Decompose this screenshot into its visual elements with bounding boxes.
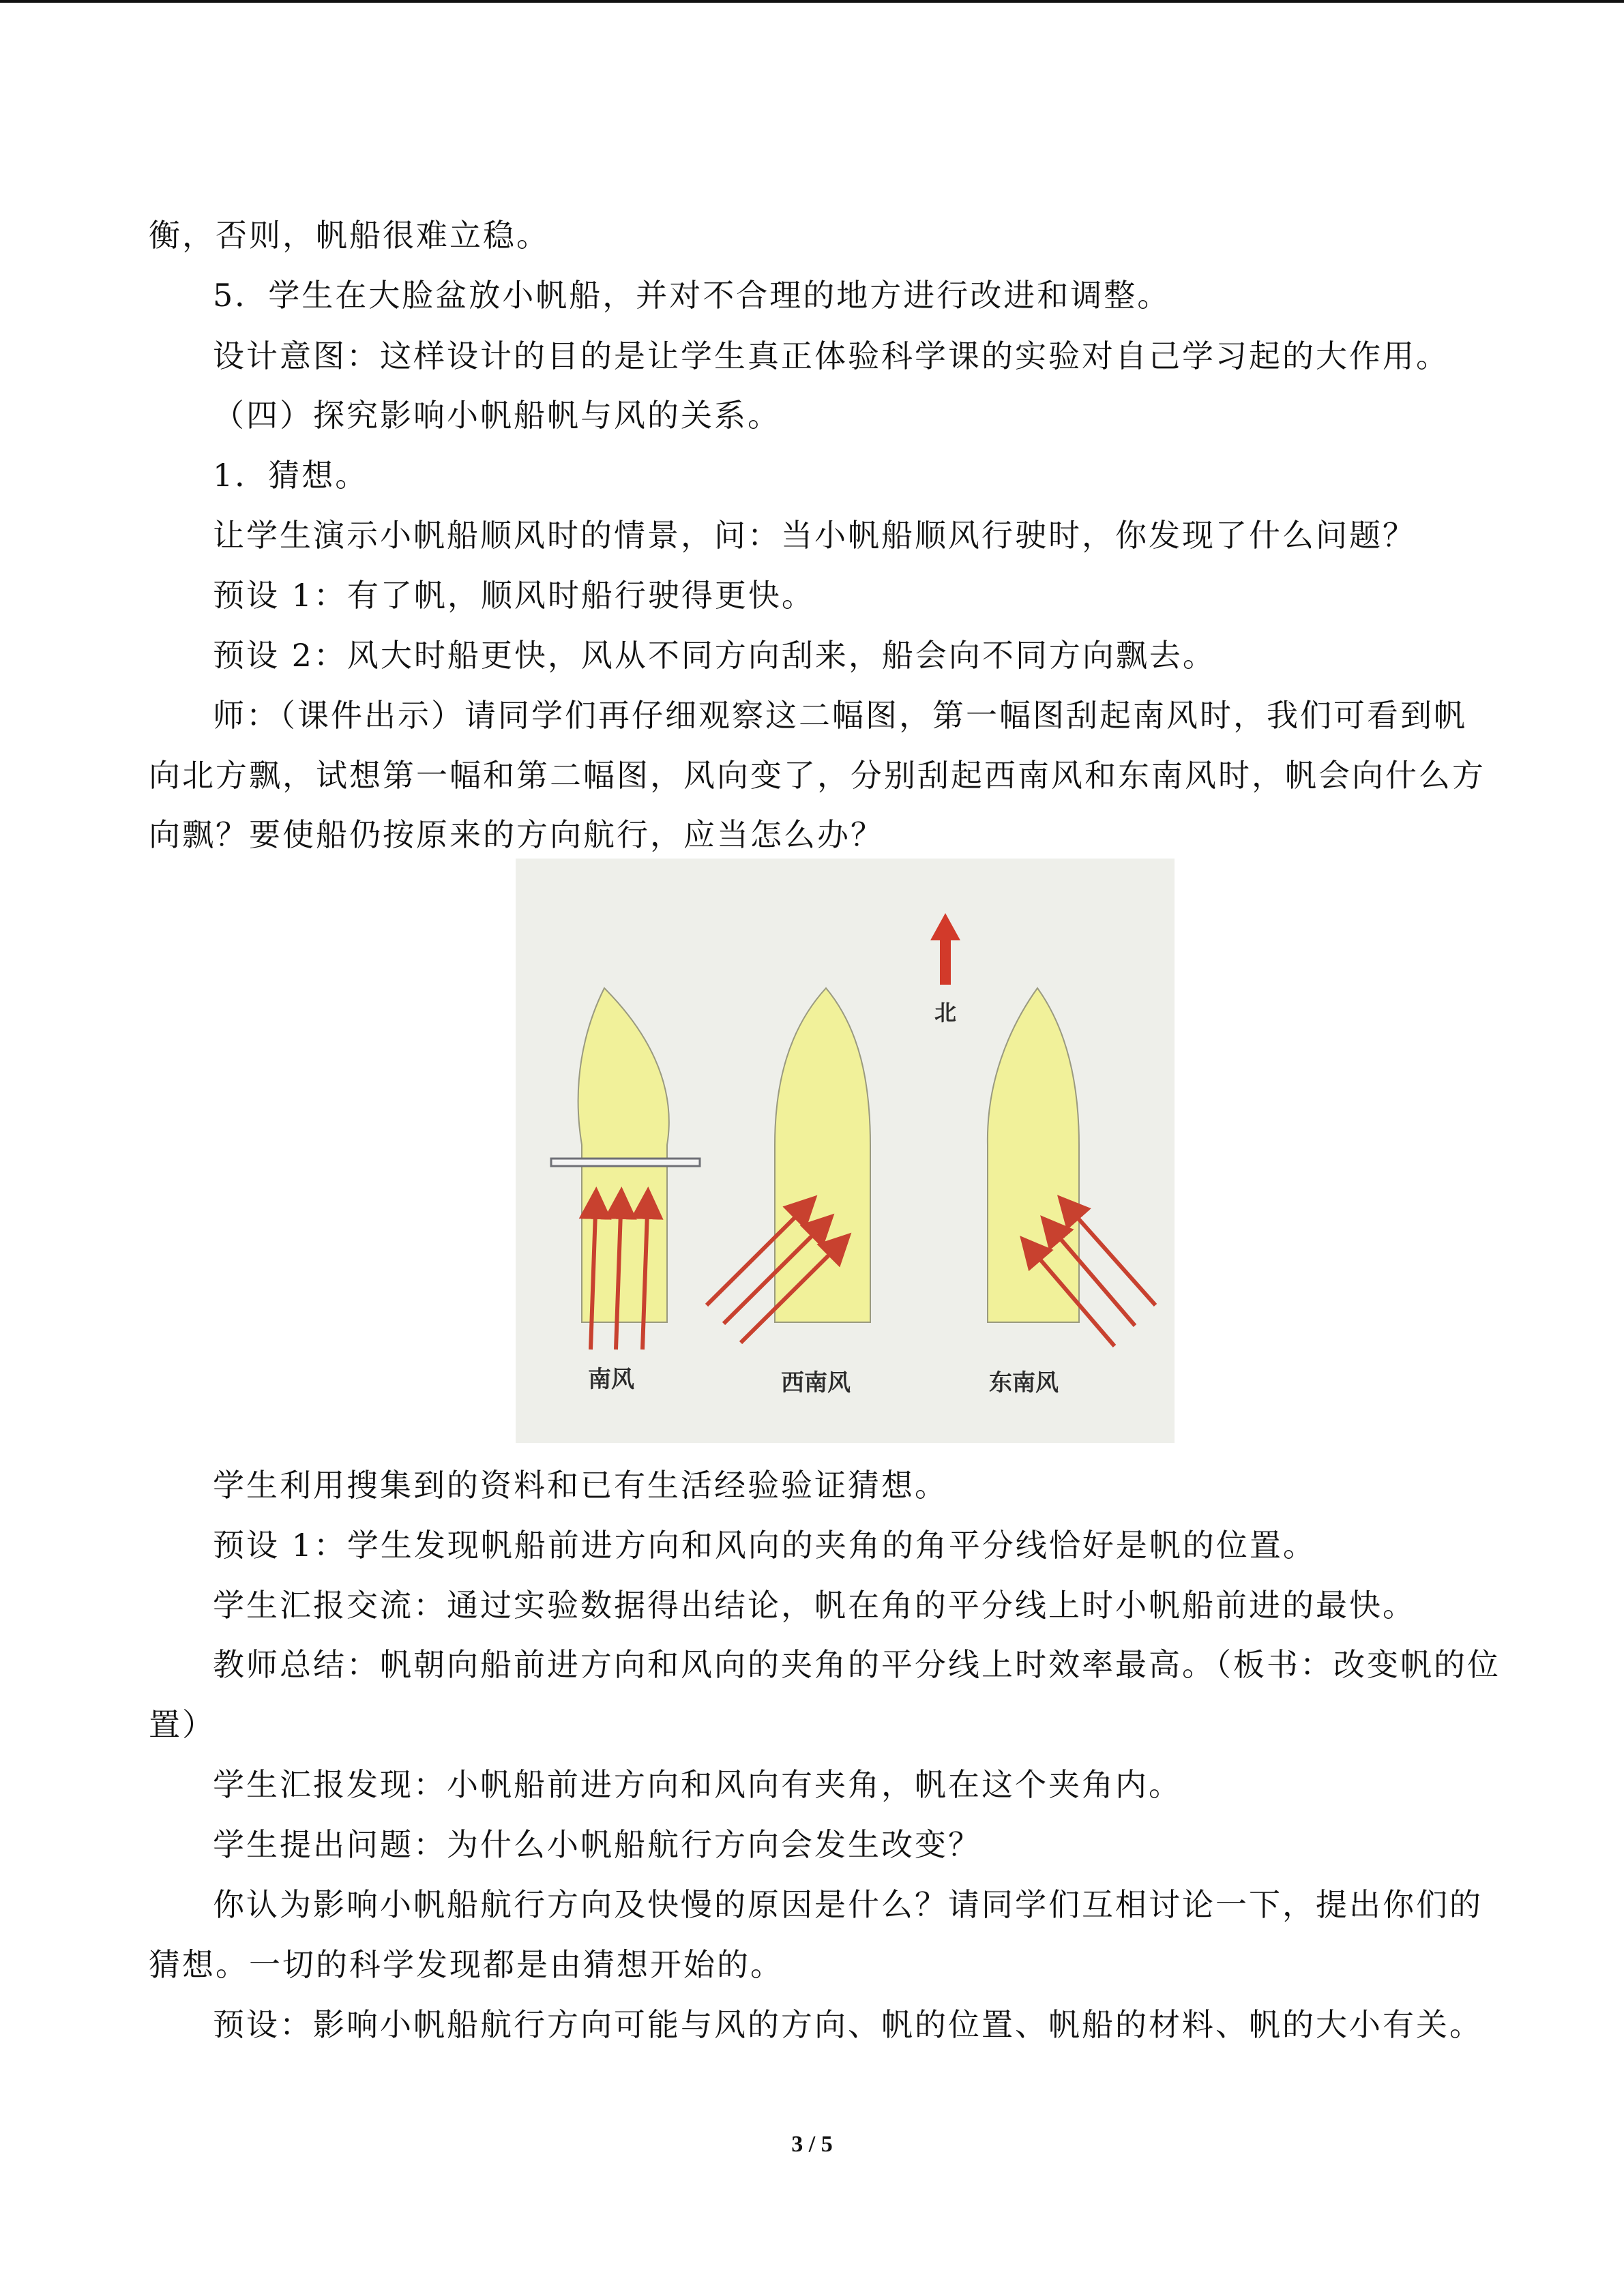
- text-line: 教师总结：帆朝向船前进方向和风向的夹角的平分线上时效率最高。（板书：改变帆的位: [213, 1646, 1501, 1683]
- text-line: 预设 1：学生发现帆船前进方向和风向的夹角的角平分线恰好是帆的位置。: [213, 1527, 1316, 1564]
- text-line: 让学生演示小帆船顺风时的情景，问：当小帆船顺风行驶时，你发现了什么问题？: [213, 517, 1416, 554]
- text-line: 预设 1：有了帆，顺风时船行驶得更快。: [213, 577, 815, 614]
- text-line: 衡，否则，帆船很难立稳。: [149, 217, 550, 254]
- text-line: 学生汇报交流：通过实验数据得出结论，帆在角的平分线上时小帆船前进的最快。: [213, 1587, 1416, 1624]
- text-line: 设计意图：这样设计的目的是让学生真正体验科学课的实验对自己学习起的大作用。: [213, 338, 1449, 374]
- text-line: 预设：影响小帆船航行方向可能与风的方向、帆的位置、帆船的材料、帆的大小有关。: [213, 2006, 1483, 2043]
- text-line: 向飘？要使船仍按原来的方向航行，应当怎么办？: [149, 816, 884, 853]
- text-line: 1．猜想。: [213, 457, 369, 494]
- label-south-wind: 南风: [588, 1366, 634, 1393]
- text-line: 师：（课件出示）请同学们再仔细观察这二幅图，第一幅图刮起南风时，我们可看到帆: [213, 697, 1467, 734]
- section-heading: （四）探究影响小帆船帆与风的关系。: [213, 397, 781, 434]
- top-border: [0, 0, 1624, 3]
- label-southwest-wind: 西南风: [781, 1369, 851, 1397]
- text-line: 猜想。一切的科学发现都是由猜想开始的。: [149, 1946, 784, 1983]
- text-line: 置）: [149, 1706, 216, 1743]
- text-line: 学生汇报发现：小帆船前进方向和风向有夹角，帆在这个夹角内。: [213, 1766, 1182, 1803]
- text-line: 你认为影响小帆船航行方向及快慢的原因是什么？请同学们互相讨论一下，提出你们的: [213, 1886, 1483, 1923]
- text-line: 学生利用搜集到的资料和已有生活经验验证猜想。: [213, 1467, 948, 1504]
- text-line: 学生提出问题：为什么小帆船航行方向会发生改变？: [213, 1826, 981, 1863]
- text-line: 5．学生在大脸盆放小帆船，并对不合理的地方进行改进和调整。: [213, 277, 1171, 314]
- label-southeast-wind: 东南风: [989, 1369, 1059, 1397]
- text-line: 预设 2：风大时船更快，风从不同方向刮来，船会向不同方向飘去。: [213, 637, 1216, 674]
- north-label: 北: [934, 1000, 957, 1026]
- boat-wind-figure: [516, 859, 1175, 1443]
- figure-svg: [516, 859, 1175, 1443]
- sail-bar: [551, 1159, 700, 1166]
- page-number: 3 / 5: [791, 2132, 833, 2157]
- text-line: 向北方飘，试想第一幅和第二幅图，风向变了，分别刮起西南风和东南风时，帆会向什么方: [149, 757, 1486, 794]
